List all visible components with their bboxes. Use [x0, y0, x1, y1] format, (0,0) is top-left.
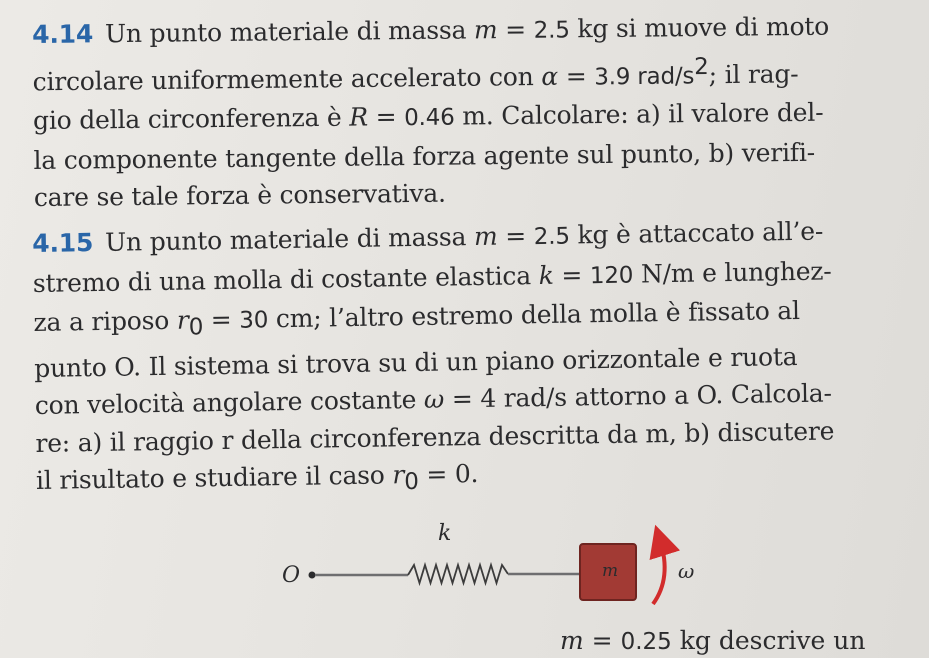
problem-4-15-line-2: stremo di una molla di costante elastica k = 120 N/m e lunghez- — [32, 255, 832, 298]
mass-label: m — [602, 561, 619, 581]
pivot-label: O — [282, 563, 301, 588]
rotation-arrow — [653, 540, 665, 604]
problem-number: 4.15 — [32, 228, 94, 258]
pivot-point — [309, 572, 316, 579]
problem-4-15-line-4: punto O. Il sistema si trova su di un piano orizzontale e ruota — [34, 341, 798, 383]
problem-4-15-line-7: il risultato e studiare il caso $r_0 = 0$. — [35, 459, 479, 496]
problem-4-14 — [32, 7, 904, 217]
problem-4-14-line-3: gio della circonferenza è R = 0.46 m. Calcolare: a) il valore del- — [32, 98, 824, 136]
spring-mass-figure — [260, 510, 720, 620]
problem-4-14-line-5: care se tale forza è conservativa. — [33, 179, 446, 213]
spring-constant-label: k — [438, 521, 452, 546]
spring — [408, 565, 508, 583]
problem-4-15 — [32, 211, 906, 507]
problem-4-15-line-5: con velocità angolare costante ω = 4 rad/s attorno a O. Calcola- — [34, 378, 832, 420]
problem-4-14-line-2: circolare uniformemente accelerato con α = 3.9 rad/$s^2$; il rag- — [32, 53, 799, 96]
problem-4-15-line-6: re: a) il raggio r della circonferenza descritta da m, b) discutere — [35, 415, 835, 458]
problem-4-14-line-4: la componente tangente della forza agente sul punto, b) verifi- — [33, 137, 816, 175]
problem-4-15-line-1: 4.15 Un punto materiale di massa m = 2.5 kg è attaccato all’e- — [32, 216, 824, 258]
next-problem-partial-line: m = 0.25 kg descrive un — [560, 626, 866, 655]
problem-4-14-line-1: 4.14 Un punto materiale di massa m = 2.5 kg si muove di moto — [32, 11, 830, 49]
angular-velocity-label: ω — [678, 559, 695, 583]
problem-number: 4.14 — [32, 19, 94, 49]
problem-4-15-line-3: za a riposo $r_0 = 30$ cm; l’altro estremo della molla è fissato al — [33, 295, 801, 341]
